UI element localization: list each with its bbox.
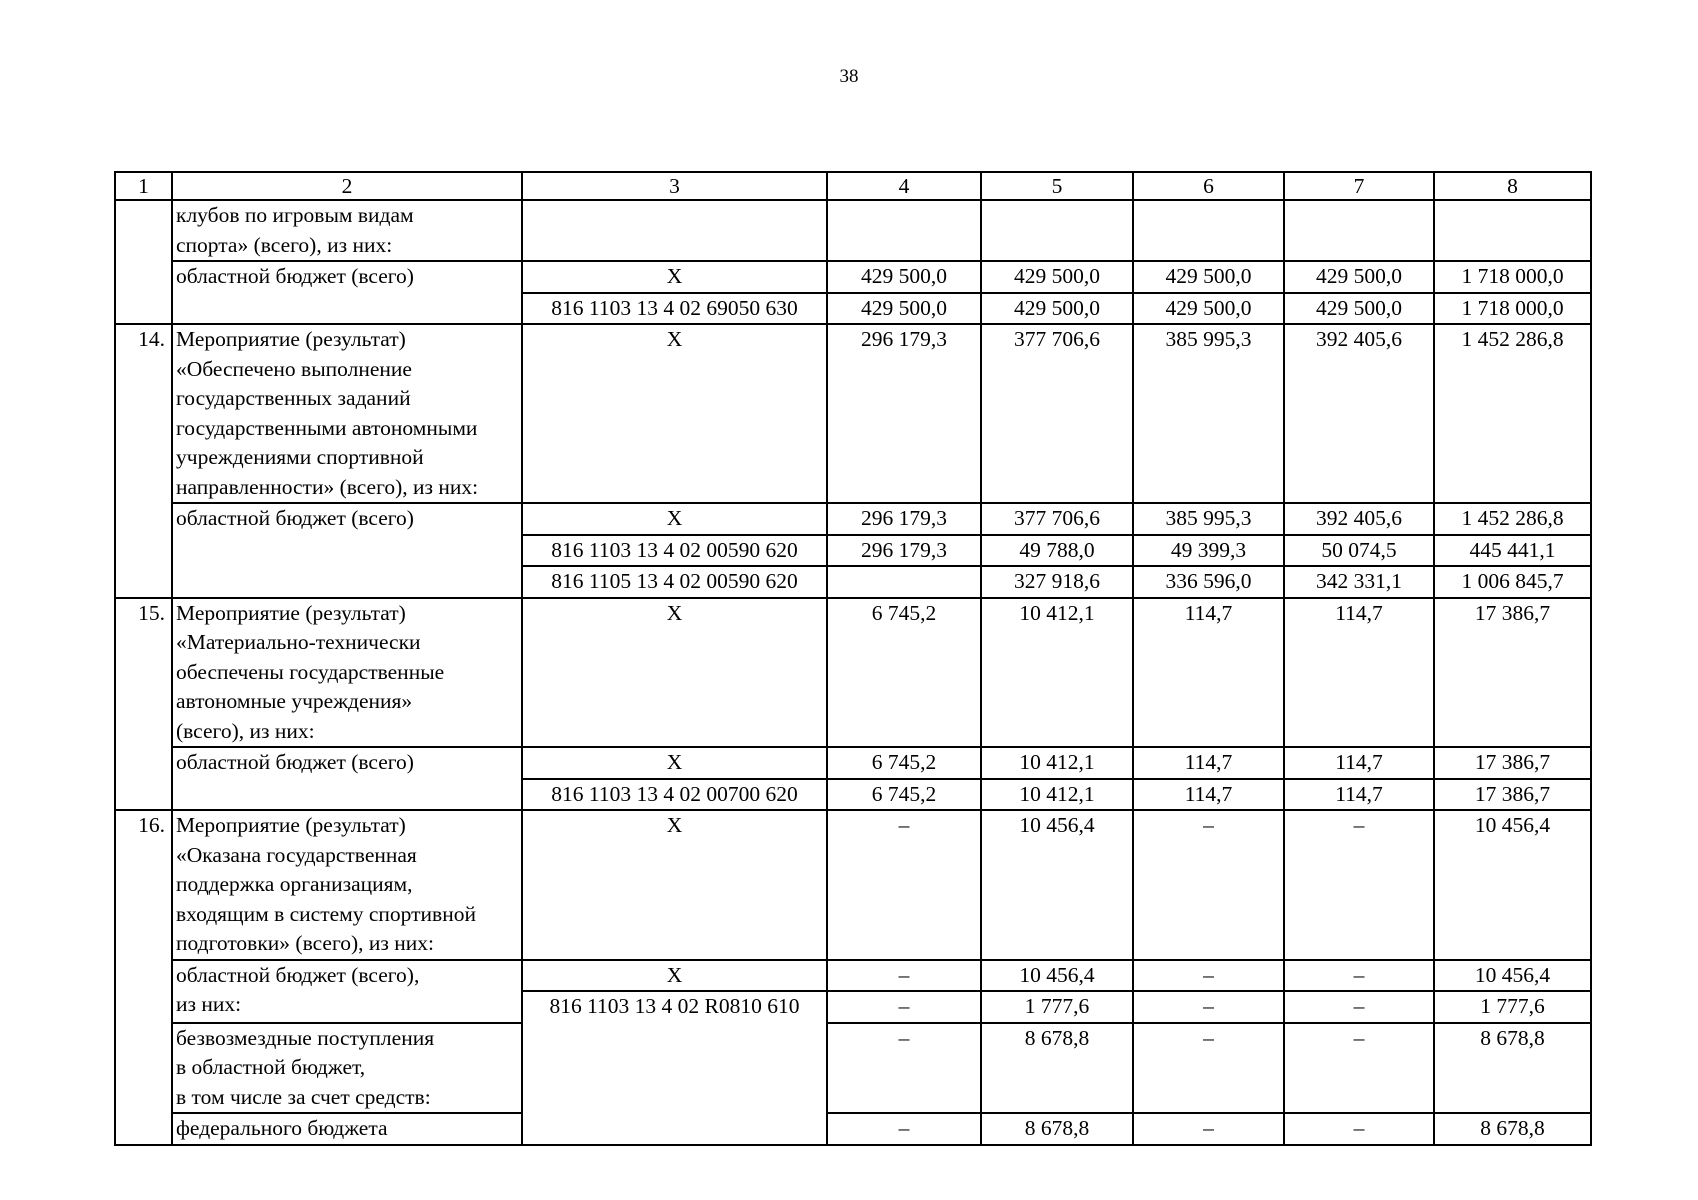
table-row: 16. Мероприятие (результат) «Оказана государственная поддержка организациям, входящим в систему спортивной подготовки» (всего), из них: X – 10 456,4 – – 10 456,4 <box>115 810 1591 960</box>
table-row: 14. Мероприятие (результат) «Обеспечено выполнение государственных заданий государственными автономными учреждениями спортивной направленности» (всего), из них: X 296 179,3 377 706,6 385 995,3 392 405,6 1 452 286,8 <box>115 324 1591 503</box>
column-header: 8 <box>1434 172 1591 200</box>
grants-label: безвозмездные поступления в областной бюджет, в том числе за счет средств: <box>172 1023 522 1114</box>
item-name: Мероприятие (результат) «Материально-технически обеспечены государственные автономные учреждения» (всего), из них: <box>172 598 522 748</box>
item-name: Мероприятие (результат) «Оказана государственная поддержка организациям, входящим в систему спортивной подготовки» (всего), из них: <box>172 810 522 960</box>
budget-code: 816 1103 13 4 02 R0810 610 <box>522 991 827 1145</box>
table-row: областной бюджет (всего) X 6 745,2 10 412,1 114,7 114,7 17 386,7 <box>115 747 1591 779</box>
table-row: федерального бюджета – 8 678,8 – – 8 678,8 <box>115 1113 1591 1145</box>
table-row: областной бюджет (всего) X 429 500,0 429 500,0 429 500,0 429 500,0 1 718 000,0 <box>115 261 1591 293</box>
table-row <box>115 200 1591 261</box>
item-number: 15. <box>115 598 172 811</box>
table-row: 816 1103 13 4 02 00700 620 6 745,2 10 412,1 114,7 114,7 17 386,7 <box>115 779 1591 811</box>
column-header: 6 <box>1133 172 1284 200</box>
item-name: клубов по игровым видам спорта» (всего), из них: <box>172 200 522 261</box>
column-header: 4 <box>827 172 981 200</box>
budget-label: областной бюджет (всего) <box>172 747 522 810</box>
budget-label: областной бюджет (всего), из них: <box>172 960 522 1023</box>
table-row: областной бюджет (всего) X 296 179,3 377 706,6 385 995,3 392 405,6 1 452 286,8 <box>115 503 1591 535</box>
table-row: 15. Мероприятие (результат) «Материально-технически обеспечены государственные автономные учреждения» (всего), из них: X 6 745,2 10 412,1 114,7 114,7 17 386,7 <box>115 598 1591 748</box>
table-row: 816 1103 13 4 02 69050 630 429 500,0 429 500,0 429 500,0 429 500,0 1 718 000,0 <box>115 293 1591 325</box>
column-header: 2 <box>172 172 522 200</box>
budget-label: областной бюджет (всего) <box>172 261 522 324</box>
column-header: 7 <box>1284 172 1434 200</box>
column-header-row <box>115 172 1591 200</box>
budget-code: 816 1103 13 4 02 00590 620 <box>522 535 827 567</box>
table-row: 816 1105 13 4 02 00590 620 327 918,6 336 596,0 342 331,1 1 006 845,7 <box>115 566 1591 598</box>
budget-code: 816 1103 13 4 02 00700 620 <box>522 779 827 811</box>
item-number-cell <box>115 200 172 324</box>
table-row: 816 1103 13 4 02 R0810 610 – 1 777,6 – – 1 777,6 <box>115 991 1591 1023</box>
column-header: 1 <box>115 172 172 200</box>
federal-label: федерального бюджета <box>172 1113 522 1145</box>
table-row: 816 1103 13 4 02 00590 620 296 179,3 49 788,0 49 399,3 50 074,5 445 441,1 <box>115 535 1591 567</box>
item-number: 16. <box>115 810 172 1145</box>
column-header: 3 <box>522 172 827 200</box>
budget-code: 816 1105 13 4 02 00590 620 <box>522 566 827 598</box>
item-name: Мероприятие (результат) «Обеспечено выполнение государственных заданий государственными автономными учреждениями спортивной направленности» (всего), из них: <box>172 324 522 503</box>
column-header: 5 <box>981 172 1133 200</box>
budget-table: 1 2 3 4 5 6 7 8 клубов по игровым видам спорта» (всего), из них: областной бюджет (всего) X 429 500,0 429 500,0 429 500,0 429 500,0 1 718 000,0 816 1103 13 4 02 69050 630 429 500,0 429 500,0 429 500,0 429 500,0 1 718 000,0 14. Мероприятие (результат) «Обеспечено выполнение государственных заданий государственными автономными учреждениями спортивной направленности» (всего), из них: X 296 179,3 377 706,6 385 995,3 392 405,6 1 452 286,8 областной бюджет (всего) X 296 179,3 377 706,6 385 995,3 392 405,6 1 452 286,8 816 1103 13 4 02 00590 620 296 179,3 49 788,0 49 399,3 50 074,5 445 441,1 816 1105 13 4 02 00590 620 327 918,6 336 596,0 342 331,1 1 006 845,7 15. Мероприятие (результат) «Материально-технически обеспечены государственные автономные учреждения» (всего), из них: X 6 745,2 10 412,1 114,7 114,7 17 386,7 областной бюджет (всего) X 6 745,2 10 412,1 114,7 114,7 17 386,7 816 1103 13 4 02 00700 620 6 745,2 10 412,1 114,7 114,7 17 386,7 16. Мероприятие (результат) «Оказана государственная поддержка организациям, входящим в систему спортивной подготовки» (всего), из них: X – 10 456,4 – – 10 456,4 областной бюджет (всего), из них: X – 10 456,4 – – 10 456,4 816 1103 13 4 02 R0810 610 – 1 777,6 – – 1 777,6 безвозмездные поступления в областной бюджет, в том числе за счет средств: – 8 678,8 – – 8 678,8 федерального бюджета – 8 678,8 – – 8 678,8 <box>114 171 1592 1146</box>
item-number: 14. <box>115 324 172 598</box>
table-row: областной бюджет (всего), из них: X – 10 456,4 – – 10 456,4 <box>115 960 1591 992</box>
page-number: 38 <box>839 66 859 87</box>
budget-label: областной бюджет (всего) <box>172 503 522 598</box>
budget-code: 816 1103 13 4 02 69050 630 <box>522 293 827 325</box>
